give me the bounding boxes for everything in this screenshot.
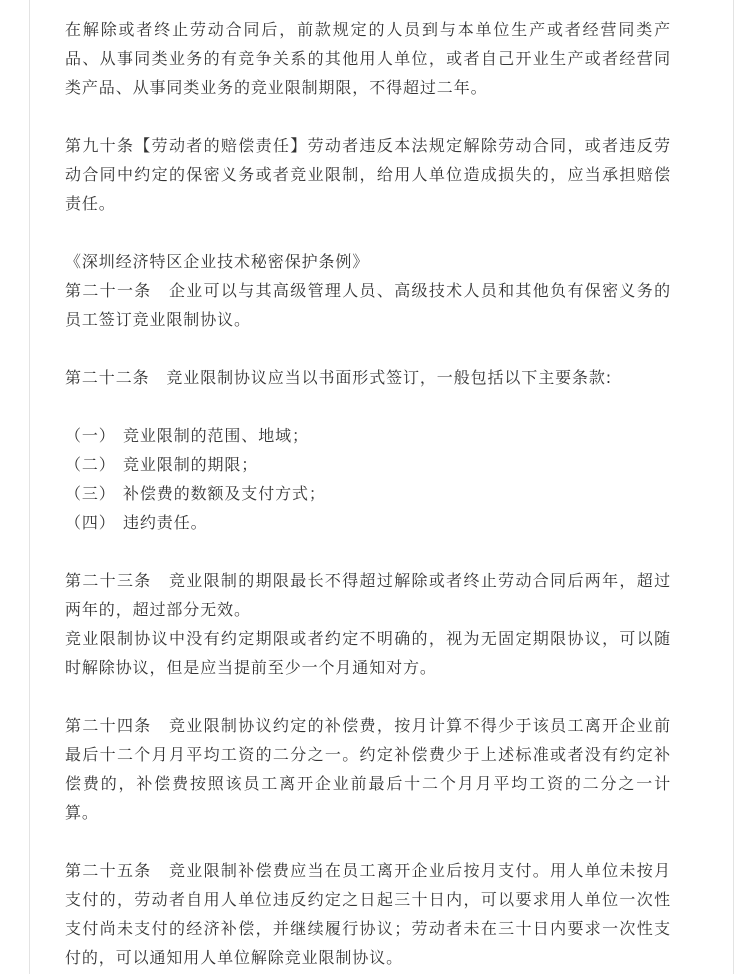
list-item-number: （四）: [65, 513, 116, 532]
list-item: [65, 421, 671, 450]
list-item-text: 违约责任。: [123, 513, 208, 532]
list-item-number: （二）: [65, 455, 116, 474]
paragraph-noncompete-term: 在解除或者终止劳动合同后，前款规定的人员到与本单位生产或者经营同类产品、从事同类业务的有竞争关系的其他用人单位，或者自己开业生产或者经营同类产品、从事同类业务的竞业限制期限，不得超过二年。: [65, 20, 671, 97]
list-item-text: 补偿费的数额及支付方式；: [123, 484, 326, 503]
paragraph-article-24: 第二十四条 竞业限制协议约定的补偿费，按月计算不得少于该员工离开企业前最后十二个月月平均工资的二分之一。约定补偿费少于上述标准或者没有约定补偿费的，补偿费按照该员工离开企业前最后十二个月月平均工资的二分之一计算。: [65, 716, 671, 822]
list-item: [65, 450, 671, 479]
paragraph-article-90: 第九十条【劳动者的赔偿责任】劳动者违反本法规定解除劳动合同，或者违反劳动合同中约定的保密义务或者竞业限制，给用人单位造成损失的，应当承担赔偿责任。: [65, 136, 671, 213]
list-item: [65, 508, 671, 537]
list-item-text: 竞业限制的期限；: [123, 455, 259, 474]
paragraph-article-22: 第二十二条 竞业限制协议应当以书面形式签订，一般包括以下主要条款:: [65, 368, 613, 387]
paragraph-article-25: 第二十五条 竞业限制补偿费应当在员工离开企业后按月支付。用人单位未按月支付的，劳动者自用人单位违反约定之日起三十日内，可以要求用人单位一次性支付尚未支付的经济补偿，并继续履行协议；劳动者未在三十日内要求一次性支付的，可以通知用人单位解除竞业限制协议。: [65, 861, 671, 967]
paragraph-article-21: 第二十一条 企业可以与其高级管理人员、高级技术人员和其他负有保密义务的员工签订竞业限制协议。: [65, 281, 671, 329]
article-body: [65, 15, 671, 972]
paragraph-article-23: 第二十三条 竞业限制的期限最长不得超过解除或者终止劳动合同后两年，超过两年的，超过部分无效。: [65, 571, 671, 619]
list-item-number: （三）: [65, 484, 116, 503]
list-item-text: 竞业限制的范围、地域；: [123, 426, 309, 445]
paragraph-article-23-cont: 竞业限制协议中没有约定期限或者约定不明确的，视为无固定期限协议，可以随时解除协议，但是应当提前至少一个月通知对方。: [65, 629, 671, 677]
list-item-number: （一）: [65, 426, 116, 445]
regulation-title: 《深圳经济特区企业技术秘密保护条例》: [65, 252, 370, 271]
list-item: [65, 479, 671, 508]
